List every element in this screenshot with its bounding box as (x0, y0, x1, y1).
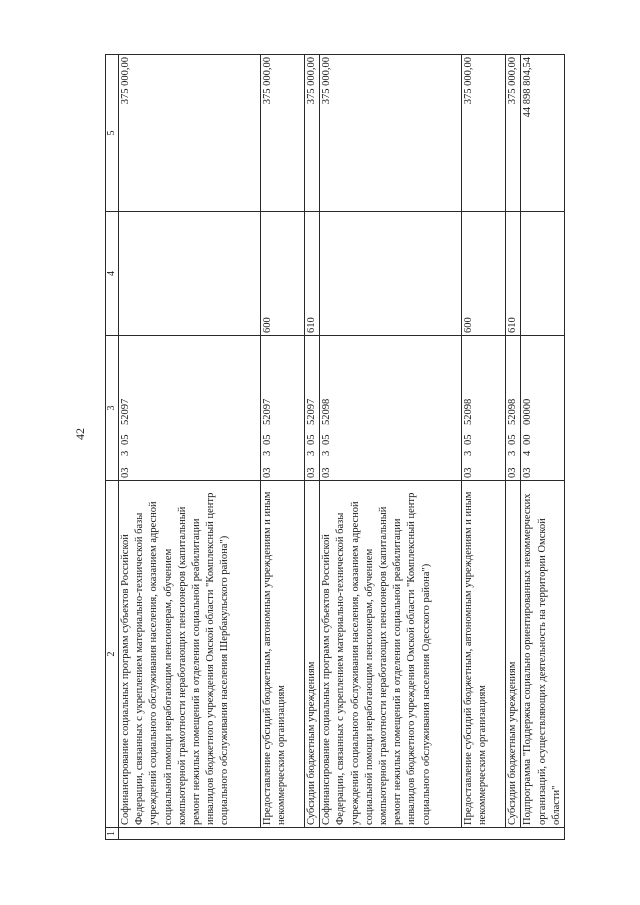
row-code (305, 336, 320, 481)
code-part: 4 (522, 450, 534, 456)
row-code (521, 336, 565, 481)
row-code (462, 336, 506, 481)
row-name: Софинансирование социальных программ субъектов Российской Федерации, связанных с укреплением материально-технической базы учреждений социального обслуживания населения, оказанием адресной социальной помощи неработающим пенсионерам, обучением компьютерной грамотности неработающих пенсионеров (капитальный ремонт нежилых помещений в отделении социальной реабилитации инвалидов бюджетного учреждения Омской области "Комплексный центр социального обслуживания населения Одесского района") (320, 481, 462, 828)
row-vr (119, 212, 261, 336)
row-name: Субсидии бюджетным учреждениям (506, 481, 521, 828)
code-part: 52098 (321, 398, 333, 425)
code-part: 03 (522, 467, 534, 478)
row-vr: 610 (506, 212, 521, 336)
row-amount: 375 000,00 (320, 55, 462, 212)
table-row (462, 55, 506, 840)
row-vr: 600 (462, 212, 506, 336)
row-code (261, 336, 305, 481)
table-row (506, 55, 521, 840)
header-col-1: 1 (106, 828, 119, 840)
page-number: 42 (73, 428, 87, 440)
row-name: Софинансирование социальных программ субъектов Российской Федерации, связанных с укреплением материально-технической базы учреждений социального обслуживания населения, оказанием адресной социальной помощи неработающим пенсионерам, обучением компьютерной грамотности неработающих пенсионеров (капитальный ремонт нежилых помещений в отделении социальной реабилитации инвалидов бюджетного учреждения Омской области "Комплексный центр социального обслуживания населения Шербакульского района") (119, 481, 261, 828)
row-number-cell (119, 828, 565, 840)
row-amount: 375 000,00 (506, 55, 521, 212)
code-part: 3 (306, 450, 317, 456)
row-name: Предоставление субсидий бюджетным, автономным учреждениям и иным некоммерческим организациям (261, 481, 305, 828)
row-vr (320, 212, 462, 336)
row-vr: 600 (261, 212, 305, 336)
code-part: 05 (463, 434, 475, 445)
table-row (261, 55, 305, 840)
code-part: 52097 (262, 398, 273, 425)
code-part: 3 (321, 450, 333, 456)
rotated-table-container (105, 55, 562, 840)
row-amount: 375 000,00 (119, 55, 261, 212)
table-header-row (106, 55, 119, 840)
header-col-5: 5 (106, 55, 119, 212)
budget-table (105, 54, 565, 840)
table-row (521, 55, 565, 840)
row-code (320, 336, 462, 481)
code-part: 52098 (463, 398, 475, 425)
row-vr: 610 (305, 212, 320, 336)
row-name: Предоставление субсидий бюджетным, автономным учреждениям и иным некоммерческим организациям (462, 481, 506, 828)
code-part: 03 (262, 467, 273, 478)
row-vr (521, 212, 565, 336)
header-col-2: 2 (106, 481, 119, 828)
table-row (119, 55, 261, 840)
code-part: 05 (262, 434, 273, 445)
row-code (506, 336, 521, 481)
code-part: 03 (306, 467, 317, 478)
code-part: 52097 (306, 398, 317, 425)
code-part: 03 (463, 467, 475, 478)
row-name: Подпрограмма "Поддержка социально ориентированных некоммерческих организаций, осуществляющих деятельность на территории Омской области" (521, 481, 565, 828)
code-part: 3 (507, 450, 519, 456)
row-amount: 375 000,00 (261, 55, 305, 212)
header-col-3: 3 (106, 336, 119, 481)
table-row (305, 55, 320, 840)
row-name: Субсидии бюджетным учреждениям (305, 481, 320, 828)
code-part: 00 (522, 434, 534, 445)
code-part: 3 (120, 450, 131, 456)
code-part: 00000 (522, 398, 534, 425)
row-amount: 44 898 804,54 (521, 55, 565, 212)
code-part: 05 (306, 434, 317, 445)
row-code (119, 336, 261, 481)
header-col-4: 4 (106, 212, 119, 336)
code-part: 3 (262, 450, 273, 456)
code-part: 03 (120, 467, 131, 478)
code-part: 52098 (507, 398, 519, 425)
code-part: 3 (463, 450, 475, 456)
code-part: 52097 (120, 398, 131, 425)
row-amount: 375 000,00 (305, 55, 320, 212)
code-part: 05 (120, 434, 131, 445)
code-part: 05 (507, 434, 519, 445)
table-row (320, 55, 462, 840)
code-part: 03 (321, 467, 333, 478)
code-part: 03 (507, 467, 519, 478)
code-part: 05 (321, 434, 333, 445)
row-amount: 375 000,00 (462, 55, 506, 212)
